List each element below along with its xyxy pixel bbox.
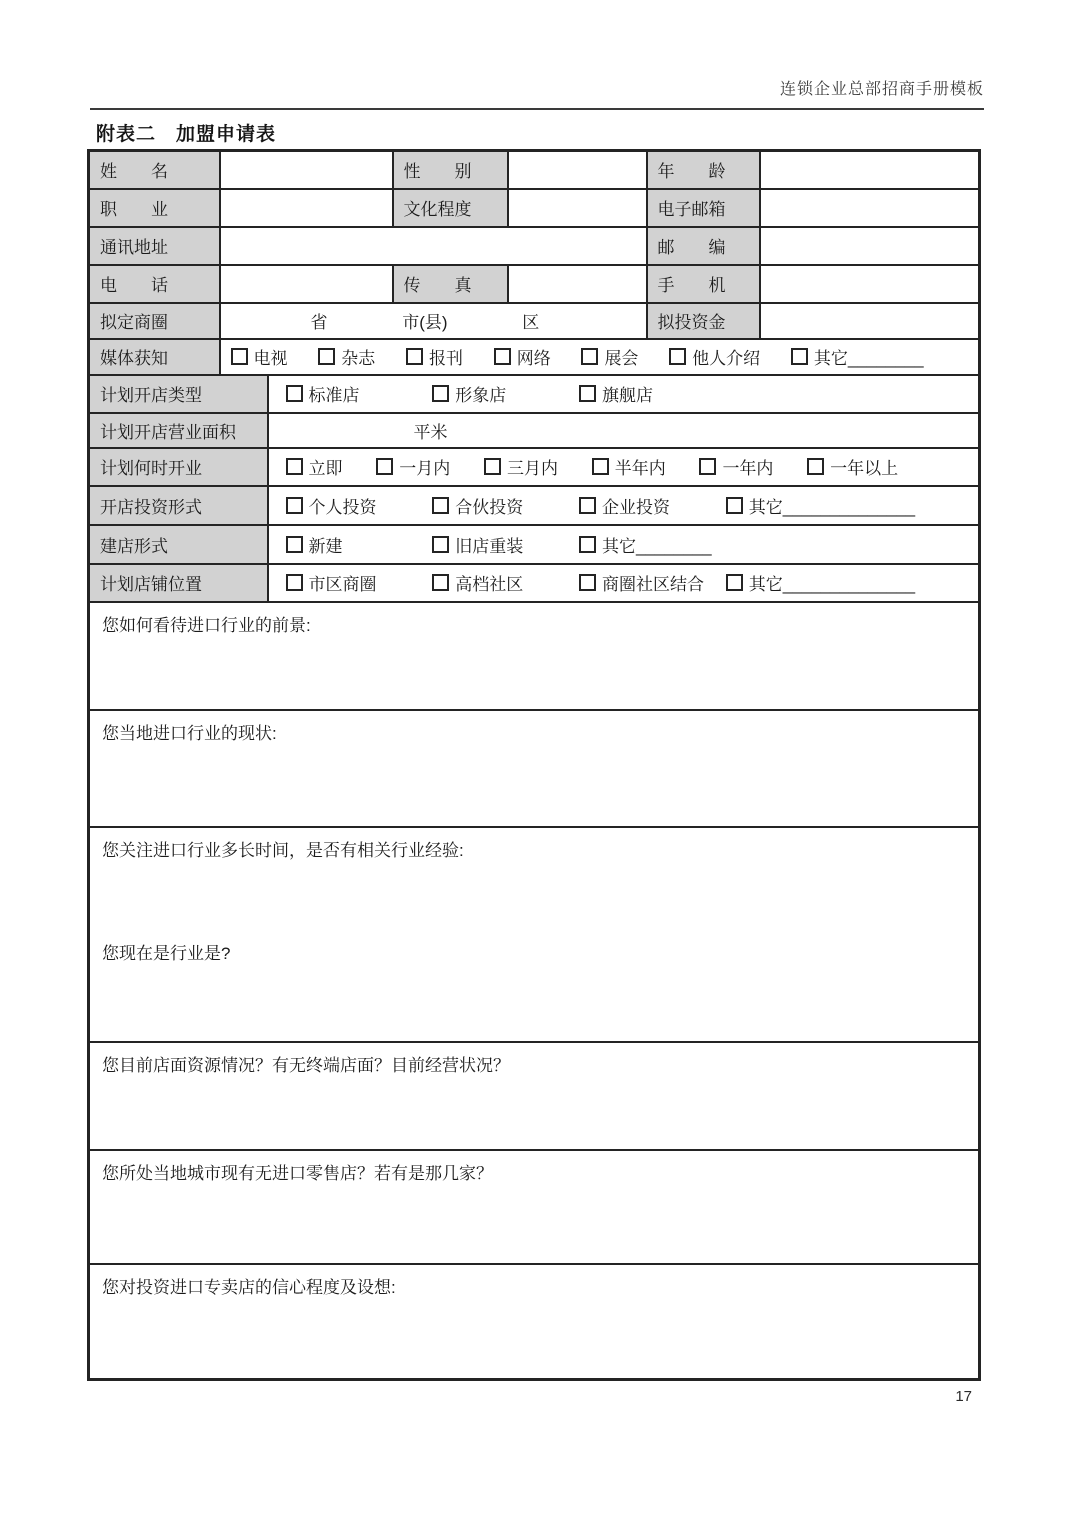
checkbox-icon (592, 458, 609, 475)
option-label: 其它______________ (748, 575, 916, 594)
option-label: 立即 (308, 459, 343, 478)
checkbox-option-over-one-year[interactable] (807, 454, 898, 479)
checkbox-option-immediately[interactable] (286, 454, 343, 479)
row-question-experience (89, 827, 980, 1042)
option-label: 企业投资 (601, 497, 670, 517)
checkbox-option-flagship-store[interactable] (579, 381, 721, 406)
input-cell-address[interactable] (220, 227, 647, 265)
row-invest-form (89, 486, 980, 525)
question-text: 您目前店面资源情况？有无终端店面？目前经营状况？ (102, 1055, 510, 1075)
question-text: 您关注进口行业多长时间，是否有相关行业经验: (102, 840, 464, 860)
answer-area-confidence[interactable] (89, 1264, 980, 1380)
field-label-store-area: 计划开店营业面积 (89, 413, 268, 448)
input-cell-name[interactable] (220, 151, 393, 189)
input-cell-gender[interactable] (508, 151, 647, 189)
field-label-age: 年 龄 (647, 151, 760, 189)
checkbox-option-build-other[interactable] (579, 532, 721, 557)
checkbox-option-new-build[interactable] (286, 532, 428, 557)
option-label: 一年内 (722, 459, 774, 478)
input-cell-mobile[interactable] (760, 265, 980, 303)
question-text: 您现在是行业是? (102, 943, 231, 963)
option-label: 商圈社区结合 (601, 575, 704, 594)
checkbox-option-highend-community[interactable] (432, 570, 574, 595)
question-text: 您对投资进口专卖店的信心程度及设想: (102, 1277, 396, 1297)
option-label: 个人投资 (308, 497, 377, 517)
checkbox-icon (286, 458, 303, 475)
checkbox-icon (432, 536, 449, 553)
field-label-capital: 拟投资金 (647, 303, 760, 339)
option-label: 电视 (253, 349, 288, 368)
checkbox-option-magazine[interactable] (318, 344, 375, 369)
row-open-time (89, 448, 980, 486)
row-address (89, 227, 980, 265)
invest-form-options-cell (268, 486, 980, 525)
location-options-cell (268, 564, 980, 602)
row-store-type (89, 375, 980, 413)
page-footer (87, 1388, 972, 1405)
field-label-media: 媒体获知 (89, 339, 220, 375)
input-cell-store-area[interactable] (268, 413, 980, 448)
checkbox-icon (726, 497, 743, 514)
checkbox-icon (432, 574, 449, 591)
checkbox-icon (286, 574, 303, 591)
checkbox-icon (579, 497, 596, 514)
option-label: 其它________ (601, 536, 712, 556)
checkbox-option-expo[interactable] (581, 344, 638, 369)
store-area-unit-label: 平米 (413, 422, 448, 442)
input-cell-capital[interactable] (760, 303, 980, 339)
option-label: 展会 (604, 349, 639, 368)
row-district (89, 303, 980, 339)
checkbox-option-renovate[interactable] (432, 532, 574, 557)
checkbox-option-referral[interactable] (669, 344, 760, 369)
document-header-title: 连锁企业总部招商手册模板 (779, 81, 984, 98)
option-label: 其它______________ (748, 497, 916, 517)
checkbox-icon (432, 497, 449, 514)
row-question-outlook (89, 602, 980, 710)
checkbox-option-location-other[interactable] (726, 570, 915, 595)
checkbox-icon (286, 497, 303, 514)
field-label-gender: 性 别 (393, 151, 508, 189)
answer-spacer (102, 861, 966, 939)
checkbox-icon (406, 348, 423, 365)
checkbox-icon (699, 458, 716, 475)
option-label: 杂志 (341, 349, 376, 368)
field-label-fax: 传 真 (393, 265, 508, 303)
answer-area-local-status[interactable] (89, 710, 980, 827)
checkbox-option-image-store[interactable] (432, 381, 574, 406)
input-cell-zip[interactable] (760, 227, 980, 265)
answer-area-store-resources[interactable] (89, 1042, 980, 1150)
checkbox-icon (286, 536, 303, 553)
checkbox-icon (791, 348, 808, 365)
field-label-education: 文化程度 (393, 189, 508, 227)
checkbox-icon (579, 385, 596, 402)
option-label: 网络 (516, 349, 551, 368)
field-label-phone: 电 话 (89, 265, 220, 303)
checkbox-icon (669, 348, 686, 365)
field-label-store-type: 计划开店类型 (89, 375, 268, 413)
row-media (89, 339, 980, 375)
option-label: 半年内 (614, 459, 666, 478)
option-label: 一月内 (399, 459, 451, 478)
district-province-label: 省 (310, 313, 328, 332)
field-label-build-form: 建店形式 (89, 525, 268, 564)
checkbox-icon (376, 458, 393, 475)
question-text: 您当地进口行业的现状: (102, 723, 277, 743)
checkbox-option-one-month[interactable] (376, 454, 450, 479)
field-label-district: 拟定商圈 (89, 303, 220, 339)
row-question-local-import-stores (89, 1150, 980, 1264)
option-label: 报刊 (428, 349, 463, 368)
district-area-label: 区 (522, 313, 540, 332)
row-personal-1 (89, 151, 980, 189)
answer-area-experience[interactable] (89, 827, 980, 1042)
field-label-occupation: 职 业 (89, 189, 220, 227)
field-label-open-time: 计划何时开业 (89, 448, 268, 486)
checkbox-option-newspaper[interactable] (406, 344, 463, 369)
field-label-location: 计划店铺位置 (89, 564, 268, 602)
checkbox-icon (318, 348, 335, 365)
field-label-name: 姓 名 (89, 151, 220, 189)
checkbox-icon (484, 458, 501, 475)
option-label: 一年以上 (830, 459, 899, 478)
row-build-form (89, 525, 980, 564)
header-rule (90, 108, 984, 110)
option-label: 形象店 (455, 386, 507, 405)
checkbox-option-invest-other[interactable] (726, 493, 915, 518)
field-label-email: 电子邮箱 (647, 189, 760, 227)
open-time-options-cell (268, 448, 980, 486)
page-title: 附表二 加盟申请表 (96, 124, 277, 145)
row-location (89, 564, 980, 602)
page-number: 17 (955, 1388, 972, 1405)
answer-area-outlook[interactable] (89, 602, 980, 710)
checkbox-option-partner-invest[interactable] (432, 493, 574, 518)
option-label: 旗舰店 (601, 386, 653, 405)
question-text: 您如何看待进口行业的前景: (102, 615, 311, 635)
input-cell-occupation[interactable] (220, 189, 393, 227)
option-label: 他人介绍 (692, 349, 761, 368)
checkbox-option-tv[interactable] (231, 344, 288, 369)
checkbox-option-company-invest[interactable] (579, 493, 721, 518)
field-label-mobile: 手 机 (647, 265, 760, 303)
row-personal-2 (89, 189, 980, 227)
option-label: 旧店重装 (455, 536, 524, 556)
checkbox-icon (231, 348, 248, 365)
application-form-table (87, 149, 981, 1381)
field-label-address: 通讯地址 (89, 227, 220, 265)
checkbox-option-mixed-area[interactable] (579, 570, 721, 595)
row-question-confidence (89, 1264, 980, 1380)
checkbox-icon (726, 574, 743, 591)
answer-area-local-import-stores[interactable] (89, 1150, 980, 1264)
input-cell-fax[interactable] (508, 265, 647, 303)
input-cell-email[interactable] (760, 189, 980, 227)
field-label-zip: 邮 编 (647, 227, 760, 265)
input-cell-age[interactable] (760, 151, 980, 189)
checkbox-icon (579, 574, 596, 591)
checkbox-option-internet[interactable] (494, 344, 551, 369)
checkbox-option-media-other[interactable] (791, 344, 924, 369)
media-options-cell (220, 339, 980, 375)
checkbox-icon (494, 348, 511, 365)
checkbox-icon (581, 348, 598, 365)
checkbox-icon (286, 385, 303, 402)
input-cell-phone[interactable] (220, 265, 393, 303)
option-label: 市区商圈 (308, 575, 377, 594)
checkbox-option-city-circle[interactable] (286, 570, 428, 595)
option-label: 合伙投资 (455, 497, 524, 517)
option-label: 新建 (308, 536, 343, 556)
field-label-invest-form: 开店投资形式 (89, 486, 268, 525)
option-label: 其它________ (813, 349, 924, 368)
option-label: 标准店 (308, 386, 360, 405)
row-contact (89, 265, 980, 303)
row-store-area (89, 413, 980, 448)
row-question-store-resources (89, 1042, 980, 1150)
checkbox-option-personal-invest[interactable] (286, 493, 428, 518)
checkbox-icon (807, 458, 824, 475)
checkbox-option-half-year[interactable] (592, 454, 666, 479)
checkbox-icon (432, 385, 449, 402)
option-label: 高档社区 (455, 575, 524, 594)
row-question-local-status (89, 710, 980, 827)
input-cell-education[interactable] (508, 189, 647, 227)
question-text: 您所处当地城市现有无进口零售店？若有是那几家？ (102, 1163, 493, 1183)
build-form-options-cell (268, 525, 980, 564)
checkbox-icon (579, 536, 596, 553)
input-cell-district[interactable] (220, 303, 647, 339)
store-type-options-cell (268, 375, 980, 413)
option-label: 三月内 (506, 459, 558, 478)
district-city-label: 市(县) (402, 313, 448, 332)
checkbox-option-one-year[interactable] (699, 454, 773, 479)
checkbox-option-three-months[interactable] (484, 454, 558, 479)
checkbox-option-standard-store[interactable] (286, 381, 428, 406)
